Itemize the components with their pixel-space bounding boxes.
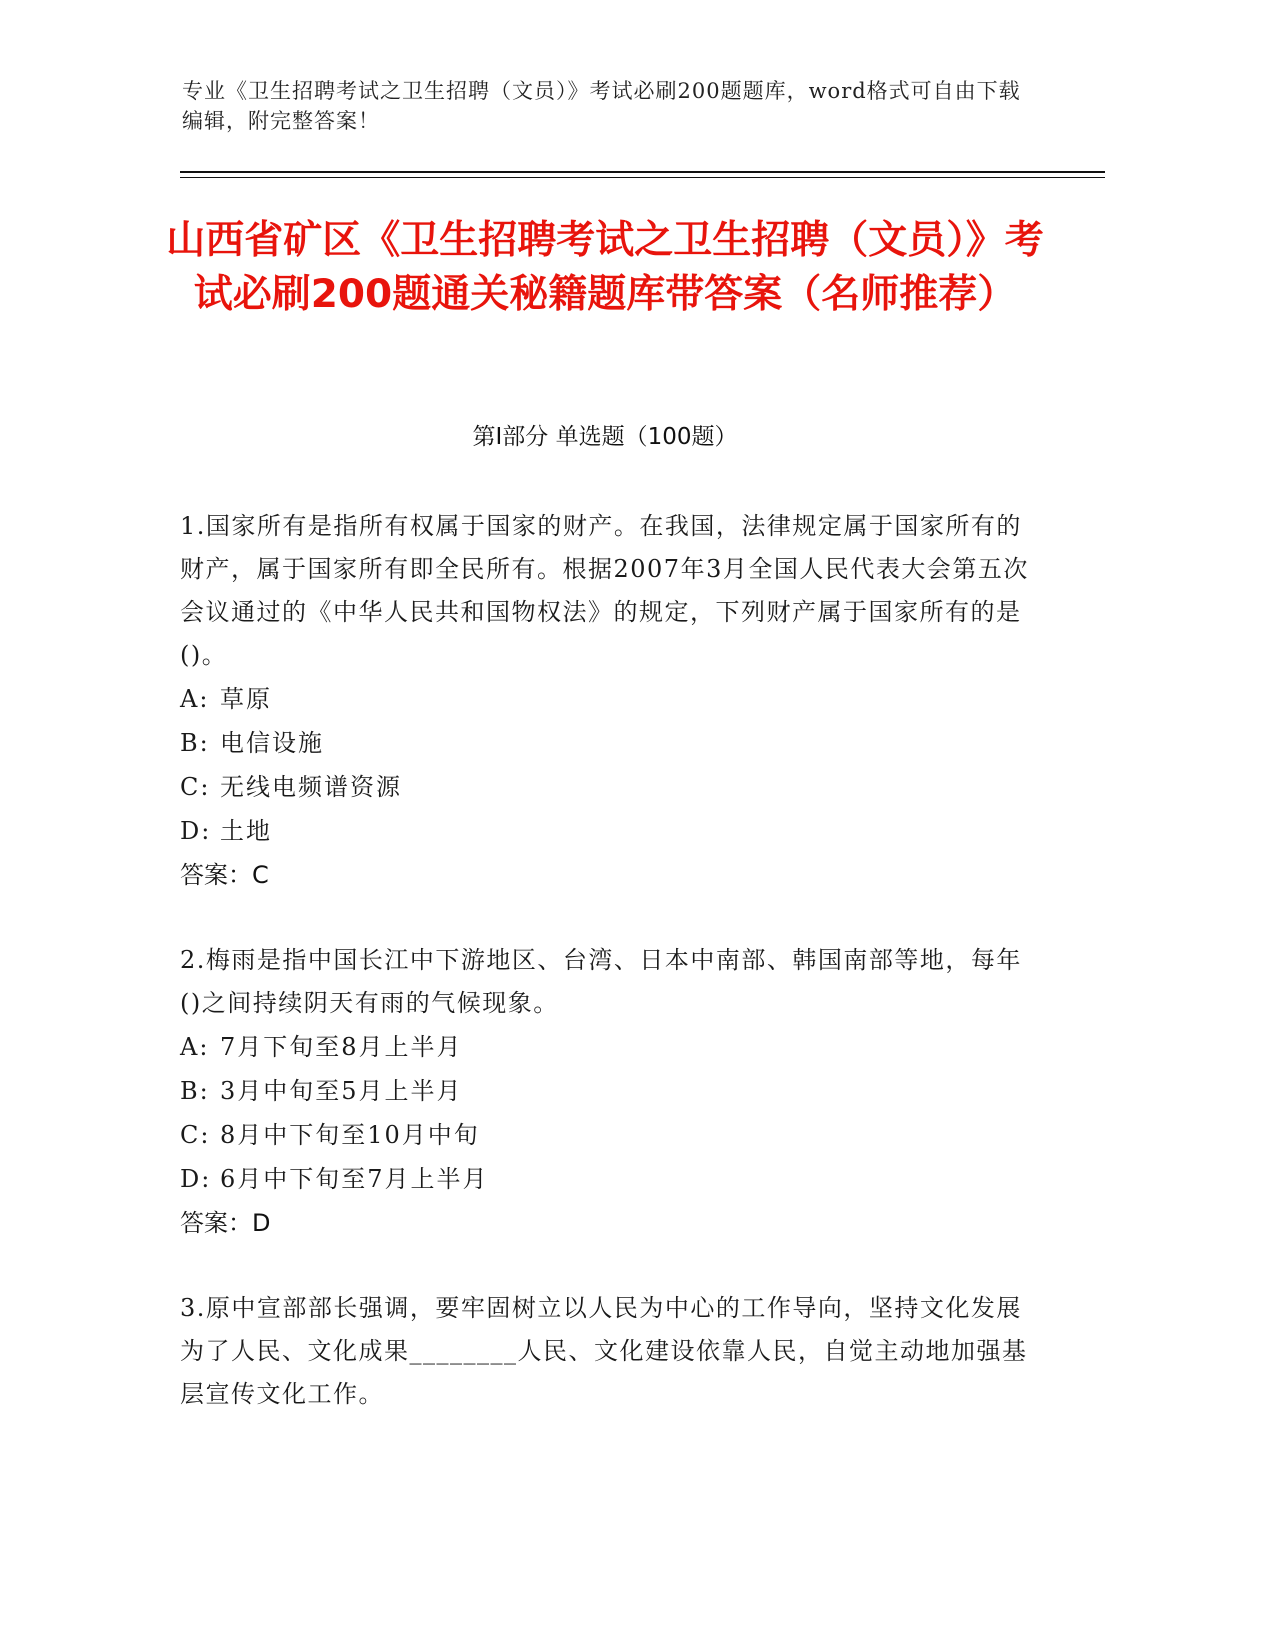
section-title: 第Ⅰ部分 单选题（100题）	[472, 424, 738, 450]
option-key: C:	[180, 773, 211, 801]
question-text: 1.国家所有是指所有权属于国家的财产。在我国，法律规定属于国家所有的财产，属于国家所有即全民所有。根据2007年3月全国人民代表大会第五次会议通过的《中华人民共和国物权法》的规定，下列财产属于国家所有的是()。	[180, 512, 1029, 669]
option-text: 草原	[220, 685, 272, 713]
option-d	[180, 1157, 1040, 1201]
answer: 答案：D	[180, 1209, 271, 1237]
question-1	[180, 505, 1040, 897]
question-text: 2.梅雨是指中国长江中下游地区、台湾、日本中南部、韩国南部等地，每年()之间持续阴天有雨的气候现象。	[180, 946, 1022, 1017]
option-text: 3月中旬至5月上半月	[220, 1077, 463, 1105]
header-divider-thin	[180, 177, 1105, 178]
option-key: A:	[180, 685, 210, 713]
option-key: B:	[180, 1077, 210, 1105]
question-3	[180, 1287, 1040, 1416]
option-text: 7月下旬至8月上半月	[220, 1033, 463, 1061]
option-c	[180, 1113, 1040, 1157]
option-c	[180, 765, 1040, 809]
option-d	[180, 809, 1040, 853]
header-divider-thick	[180, 171, 1105, 173]
option-key: D:	[180, 817, 212, 845]
option-text: 电信设施	[220, 729, 324, 757]
option-key: D:	[180, 1165, 212, 1193]
question-2	[180, 939, 1040, 1245]
option-text: 无线电频谱资源	[220, 773, 402, 801]
question-list	[180, 505, 1040, 1458]
option-key: A:	[180, 1033, 210, 1061]
document-title: 山西省矿区《卫生招聘考试之卫生招聘（文员）》考试必刷200题通关秘籍题库带答案（名师推荐）	[166, 218, 1044, 317]
option-text: 8月中下旬至10月中旬	[220, 1121, 480, 1149]
option-b	[180, 1069, 1040, 1113]
answer: 答案：C	[180, 861, 269, 889]
option-text: 6月中下旬至7月上半月	[220, 1165, 489, 1193]
header-note: 专业《卫生招聘考试之卫生招聘（文员）》考试必刷200题题库，word格式可自由下载编辑，附完整答案！	[182, 79, 1021, 133]
option-a	[180, 677, 1040, 721]
option-key: C:	[180, 1121, 211, 1149]
option-text: 土地	[220, 817, 272, 845]
option-a	[180, 1025, 1040, 1069]
option-b	[180, 721, 1040, 765]
question-text: 3.原中宣部部长强调，要牢固树立以人民为中心的工作导向，坚持文化发展为了人民、文化成果________人民、文化建设依靠人民，自觉主动地加强基层宣传文化工作。	[180, 1294, 1028, 1408]
option-key: B:	[180, 729, 210, 757]
